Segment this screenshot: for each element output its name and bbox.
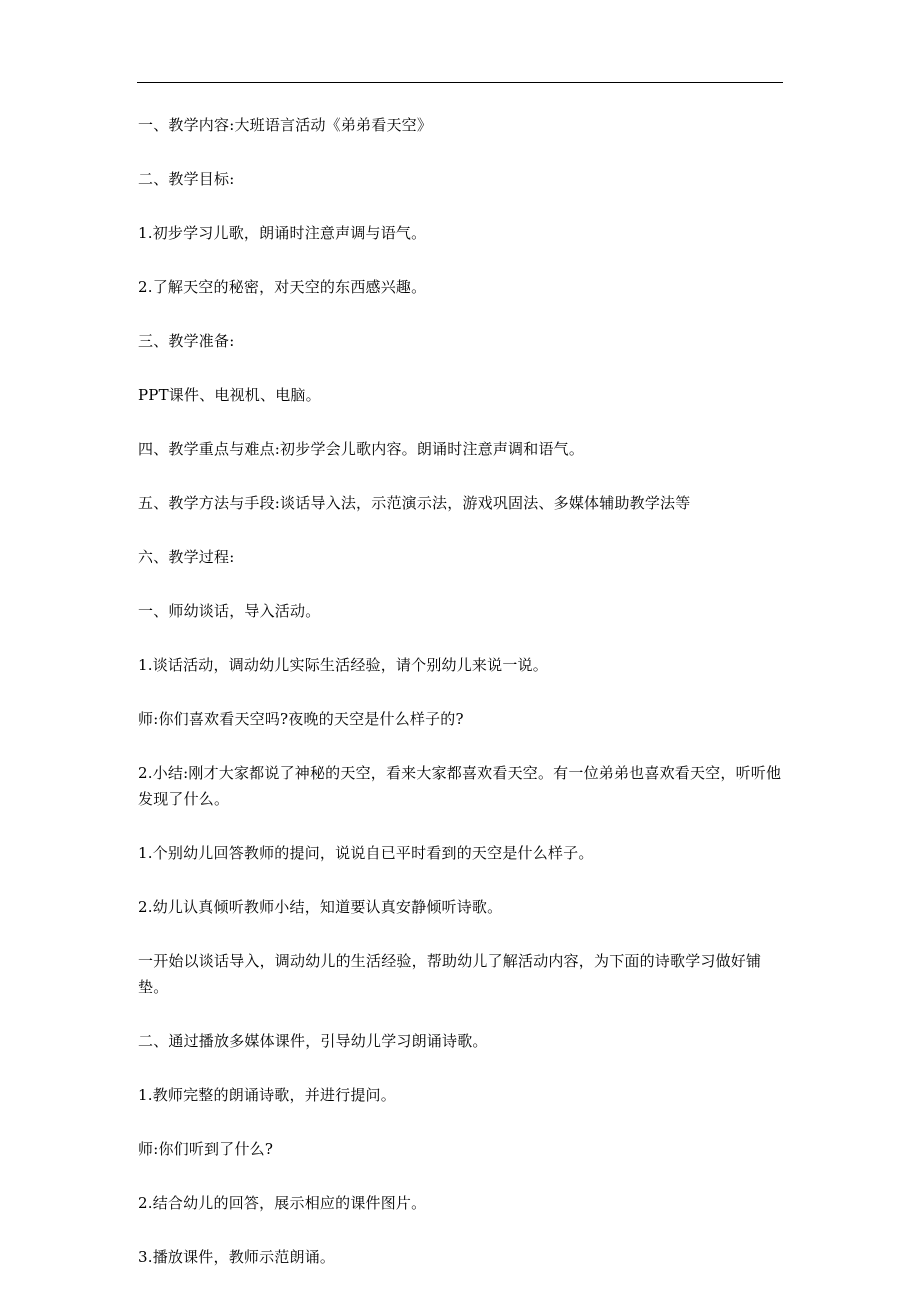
header-rule (137, 82, 783, 83)
teacher-question: 师:你们喜欢看天空吗?夜晚的天空是什么样子的? (138, 710, 464, 728)
process-item: 2.结合幼儿的回答，展示相应的课件图片。 (138, 1194, 427, 1212)
child-activity-item: 2.幼儿认真倾听教师小结，知道要认真安静倾听诗歌。 (138, 898, 503, 916)
section-heading-preparation: 三、教学准备: (138, 332, 235, 350)
preparation-text: PPT课件、电视机、电脑。 (138, 386, 321, 404)
objective-item: 2.了解天空的秘密，对天空的东西感兴趣。 (138, 278, 427, 296)
section-heading-key-points: 四、教学重点与难点:初步学会儿歌内容。朗诵时注意声调和语气。 (138, 440, 585, 458)
process-item: 1.教师完整的朗诵诗歌，并进行提问。 (138, 1086, 396, 1104)
section-heading-content: 一、教学内容:大班语言活动《弟弟看天空》 (138, 116, 433, 134)
process-item: 3.播放课件，教师示范朗诵。 (138, 1248, 336, 1266)
design-rationale: 一开始以谈话导入，调动幼儿的生活经验，帮助幼儿了解活动内容，为下面的诗歌学习做好铺垫。 (138, 952, 762, 996)
teacher-question: 师:你们听到了什么? (138, 1140, 274, 1158)
section-heading-objectives: 二、教学目标: (138, 170, 235, 188)
child-activity-item: 1.个别幼儿回答教师的提问，说说自已平时看到的天空是什么样子。 (138, 844, 594, 862)
section-heading-process: 六、教学过程: (138, 548, 235, 566)
section-heading-methods: 五、教学方法与手段:谈话导入法，示范演示法，游戏巩固法、多媒体辅助教学法等 (138, 494, 691, 512)
process-step-heading: 一、师幼谈话，导入活动。 (138, 602, 321, 620)
objective-item: 1.初步学习儿歌，朗诵时注意声调与语气。 (138, 224, 427, 242)
process-item: 1.谈话活动，调动幼儿实际生活经验，请个别幼儿来说一说。 (138, 656, 548, 674)
process-step-heading: 二、通过播放多媒体课件，引导幼儿学习朗诵诗歌。 (138, 1032, 488, 1050)
document-body (138, 112, 784, 1298)
process-item: 2.小结:刚才大家都说了神秘的天空，看来大家都喜欢看天空。有一位弟弟也喜欢看天空，听听他发现了什么。 (138, 764, 782, 808)
